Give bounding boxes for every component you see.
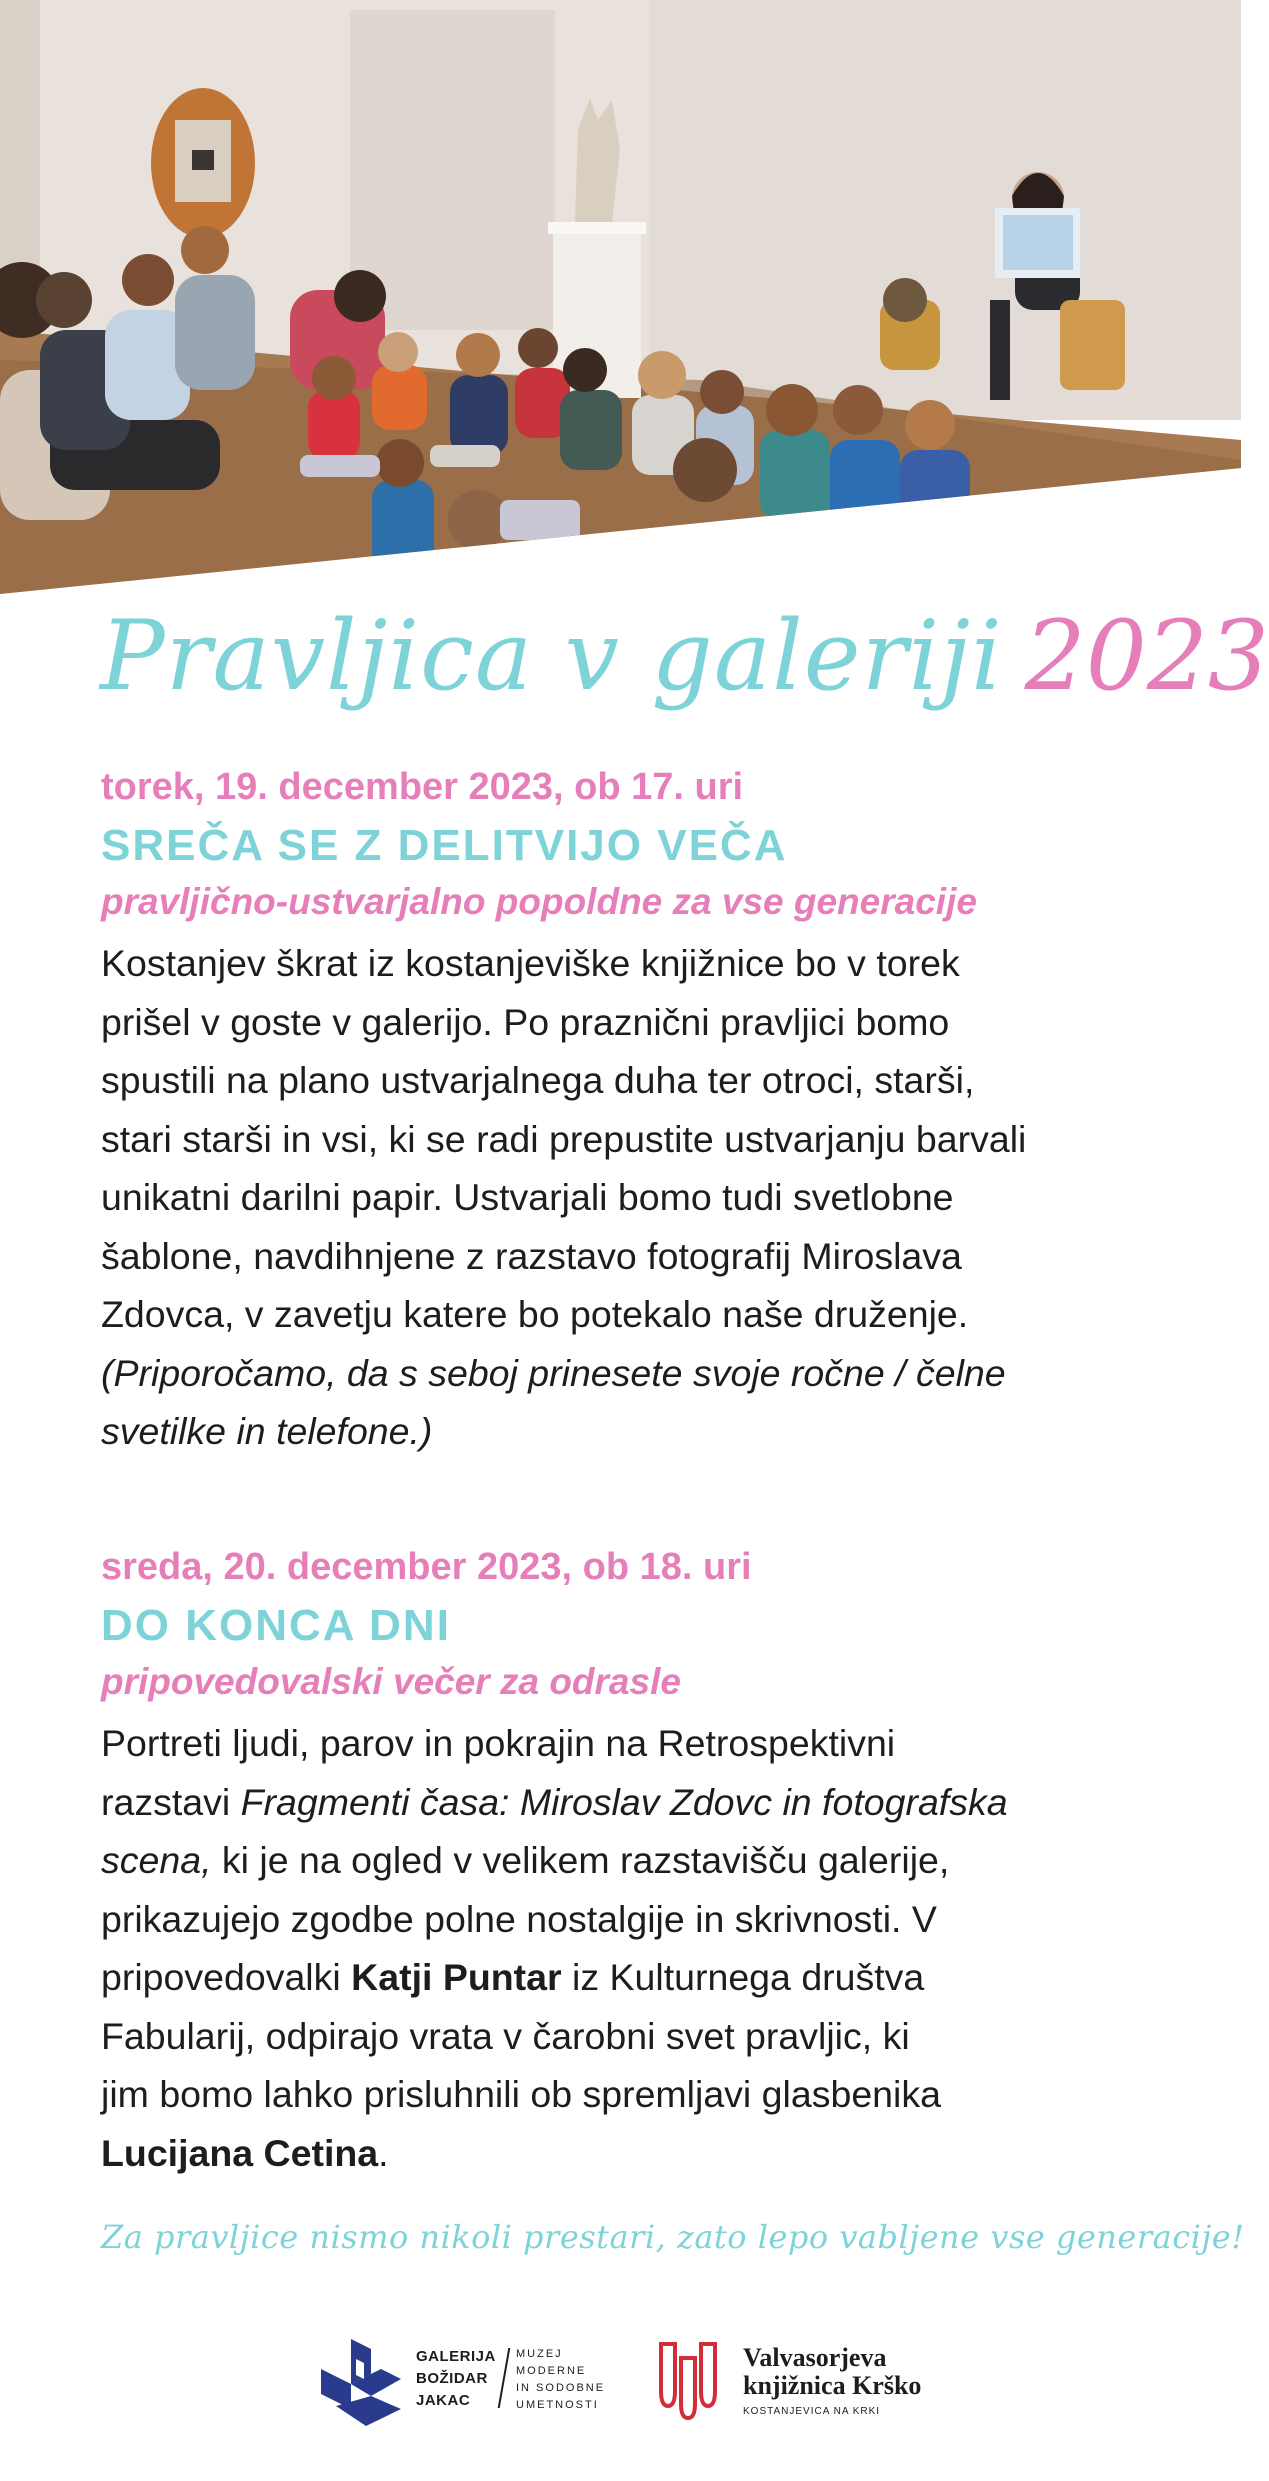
gbj-name-line: BOŽIDAR	[416, 2370, 488, 2387]
body-line: spustili na plano ustvarjalnega duha ter otroci, starši,	[101, 1059, 975, 1101]
vk-logo	[655, 2336, 955, 2436]
vk-name	[743, 2344, 921, 2400]
body-line	[101, 1831, 1161, 1890]
musician-name: Lucijana Cetina	[101, 2131, 379, 2174]
body-line: stari starši in vsi, ki se radi prepustite ustvarjanju barvali	[101, 1117, 1027, 1160]
title-year: 2023	[1024, 600, 1269, 712]
gbj-name-line: GALERIJA	[416, 2348, 496, 2365]
body-text: iz Kulturnega društva	[561, 1956, 925, 1998]
gbj-logo-icon	[316, 2334, 406, 2434]
gbj-desc-line: IN SODOBNE	[516, 2382, 606, 2394]
body-line: Portreti ljudi, parov in pokrajin na Retrospektivni	[101, 1722, 896, 1764]
body-line: Fabularij, odpirajo vrata v čarobni svet pravljic, ki	[101, 2014, 910, 2057]
event-2-date: sreda, 20. december 2023, ob 18. uri	[101, 1546, 752, 1588]
body-text: ki je na ogled v velikem razstavišču galerije,	[211, 1839, 950, 1881]
gbj-desc-line: MUZEJ	[516, 2348, 563, 2360]
event-1-description	[101, 934, 1161, 1461]
body-line: Zdovca, v zavetju katere bo potekalo naše druženje.	[101, 1293, 969, 1335]
vk-logo-icon	[655, 2336, 725, 2426]
gbj-desc-line: MODERNE	[516, 2365, 587, 2377]
gbj-name-line: JAKAC	[416, 2392, 471, 2409]
body-line: prikazujejo zgodbe polne nostalgije in skrivnosti. V	[101, 1897, 937, 1940]
body-line: prišel v goste v galerijo. Po praznični pravljici bomo	[101, 1000, 950, 1043]
body-line	[101, 1948, 1161, 2007]
body-line	[101, 2124, 1161, 2183]
exhibition-title-end: scena,	[101, 1839, 212, 1881]
gbj-name	[416, 2346, 496, 2412]
event-1-date: torek, 19. december 2023, ob 17. uri	[101, 766, 744, 808]
event-1-heading: SREČA SE Z DELITVIJO VEČA	[101, 821, 788, 870]
body-line: unikatni darilni papir. Ustvarjali bomo tudi svetlobne	[101, 1176, 954, 1218]
gallery-storytime-photo	[0, 0, 1241, 600]
hero-photo	[0, 0, 1241, 600]
gbj-desc-line: UMETNOSTI	[516, 2399, 599, 2411]
storyteller-name: Katji Puntar	[351, 1956, 562, 1998]
body-text: .	[378, 2131, 389, 2174]
body-note-line: svetilke in telefone.)	[101, 1410, 433, 1452]
gbj-description	[516, 2346, 605, 2414]
event-1	[101, 764, 1161, 1461]
gbj-separator	[498, 2348, 511, 2408]
body-line: jim bomo lahko prisluhnili ob spremljavi glasbenika	[101, 2073, 941, 2115]
body-line: šablone, navdihnjene z razstavo fotografij Miroslava	[101, 1234, 962, 1277]
footer-tagline: Za pravljice nismo nikoli prestari, zato lepo vabljene vse generacije!	[101, 2218, 1245, 2256]
event-1-subtitle: pravljično-ustvarjalno popoldne za vse generacije	[101, 881, 977, 922]
body-text: pripovedovalki	[101, 1956, 352, 1998]
exhibition-title: Fragmenti časa: Miroslav Zdovc in fotografska	[240, 1780, 1008, 1823]
body-line	[101, 1773, 1161, 1832]
event-2	[101, 1544, 1161, 2182]
title-script: Pravljica v galeriji	[100, 600, 1003, 712]
event-2-description	[101, 1714, 1161, 2182]
gbj-logo	[316, 2334, 616, 2434]
vk-name-line: Valvasorjeva	[743, 2343, 887, 2372]
page-title	[100, 600, 1269, 735]
event-2-heading: DO KONCA DNI	[101, 1601, 451, 1650]
body-text: razstavi	[101, 1780, 241, 1823]
vk-name-line: knjižnica Krško	[743, 2371, 922, 2400]
body-note-line: (Priporočamo, da s seboj prinesete svoje ročne / čelne	[101, 1351, 1006, 1394]
vk-subtitle: KOSTANJEVICA NA KRKI	[743, 2406, 881, 2417]
body-line: Kostanjev škrat iz kostanjeviške knjižnice bo v torek	[101, 942, 960, 984]
event-2-subtitle: pripovedovalski večer za odrasle	[101, 1661, 681, 1702]
